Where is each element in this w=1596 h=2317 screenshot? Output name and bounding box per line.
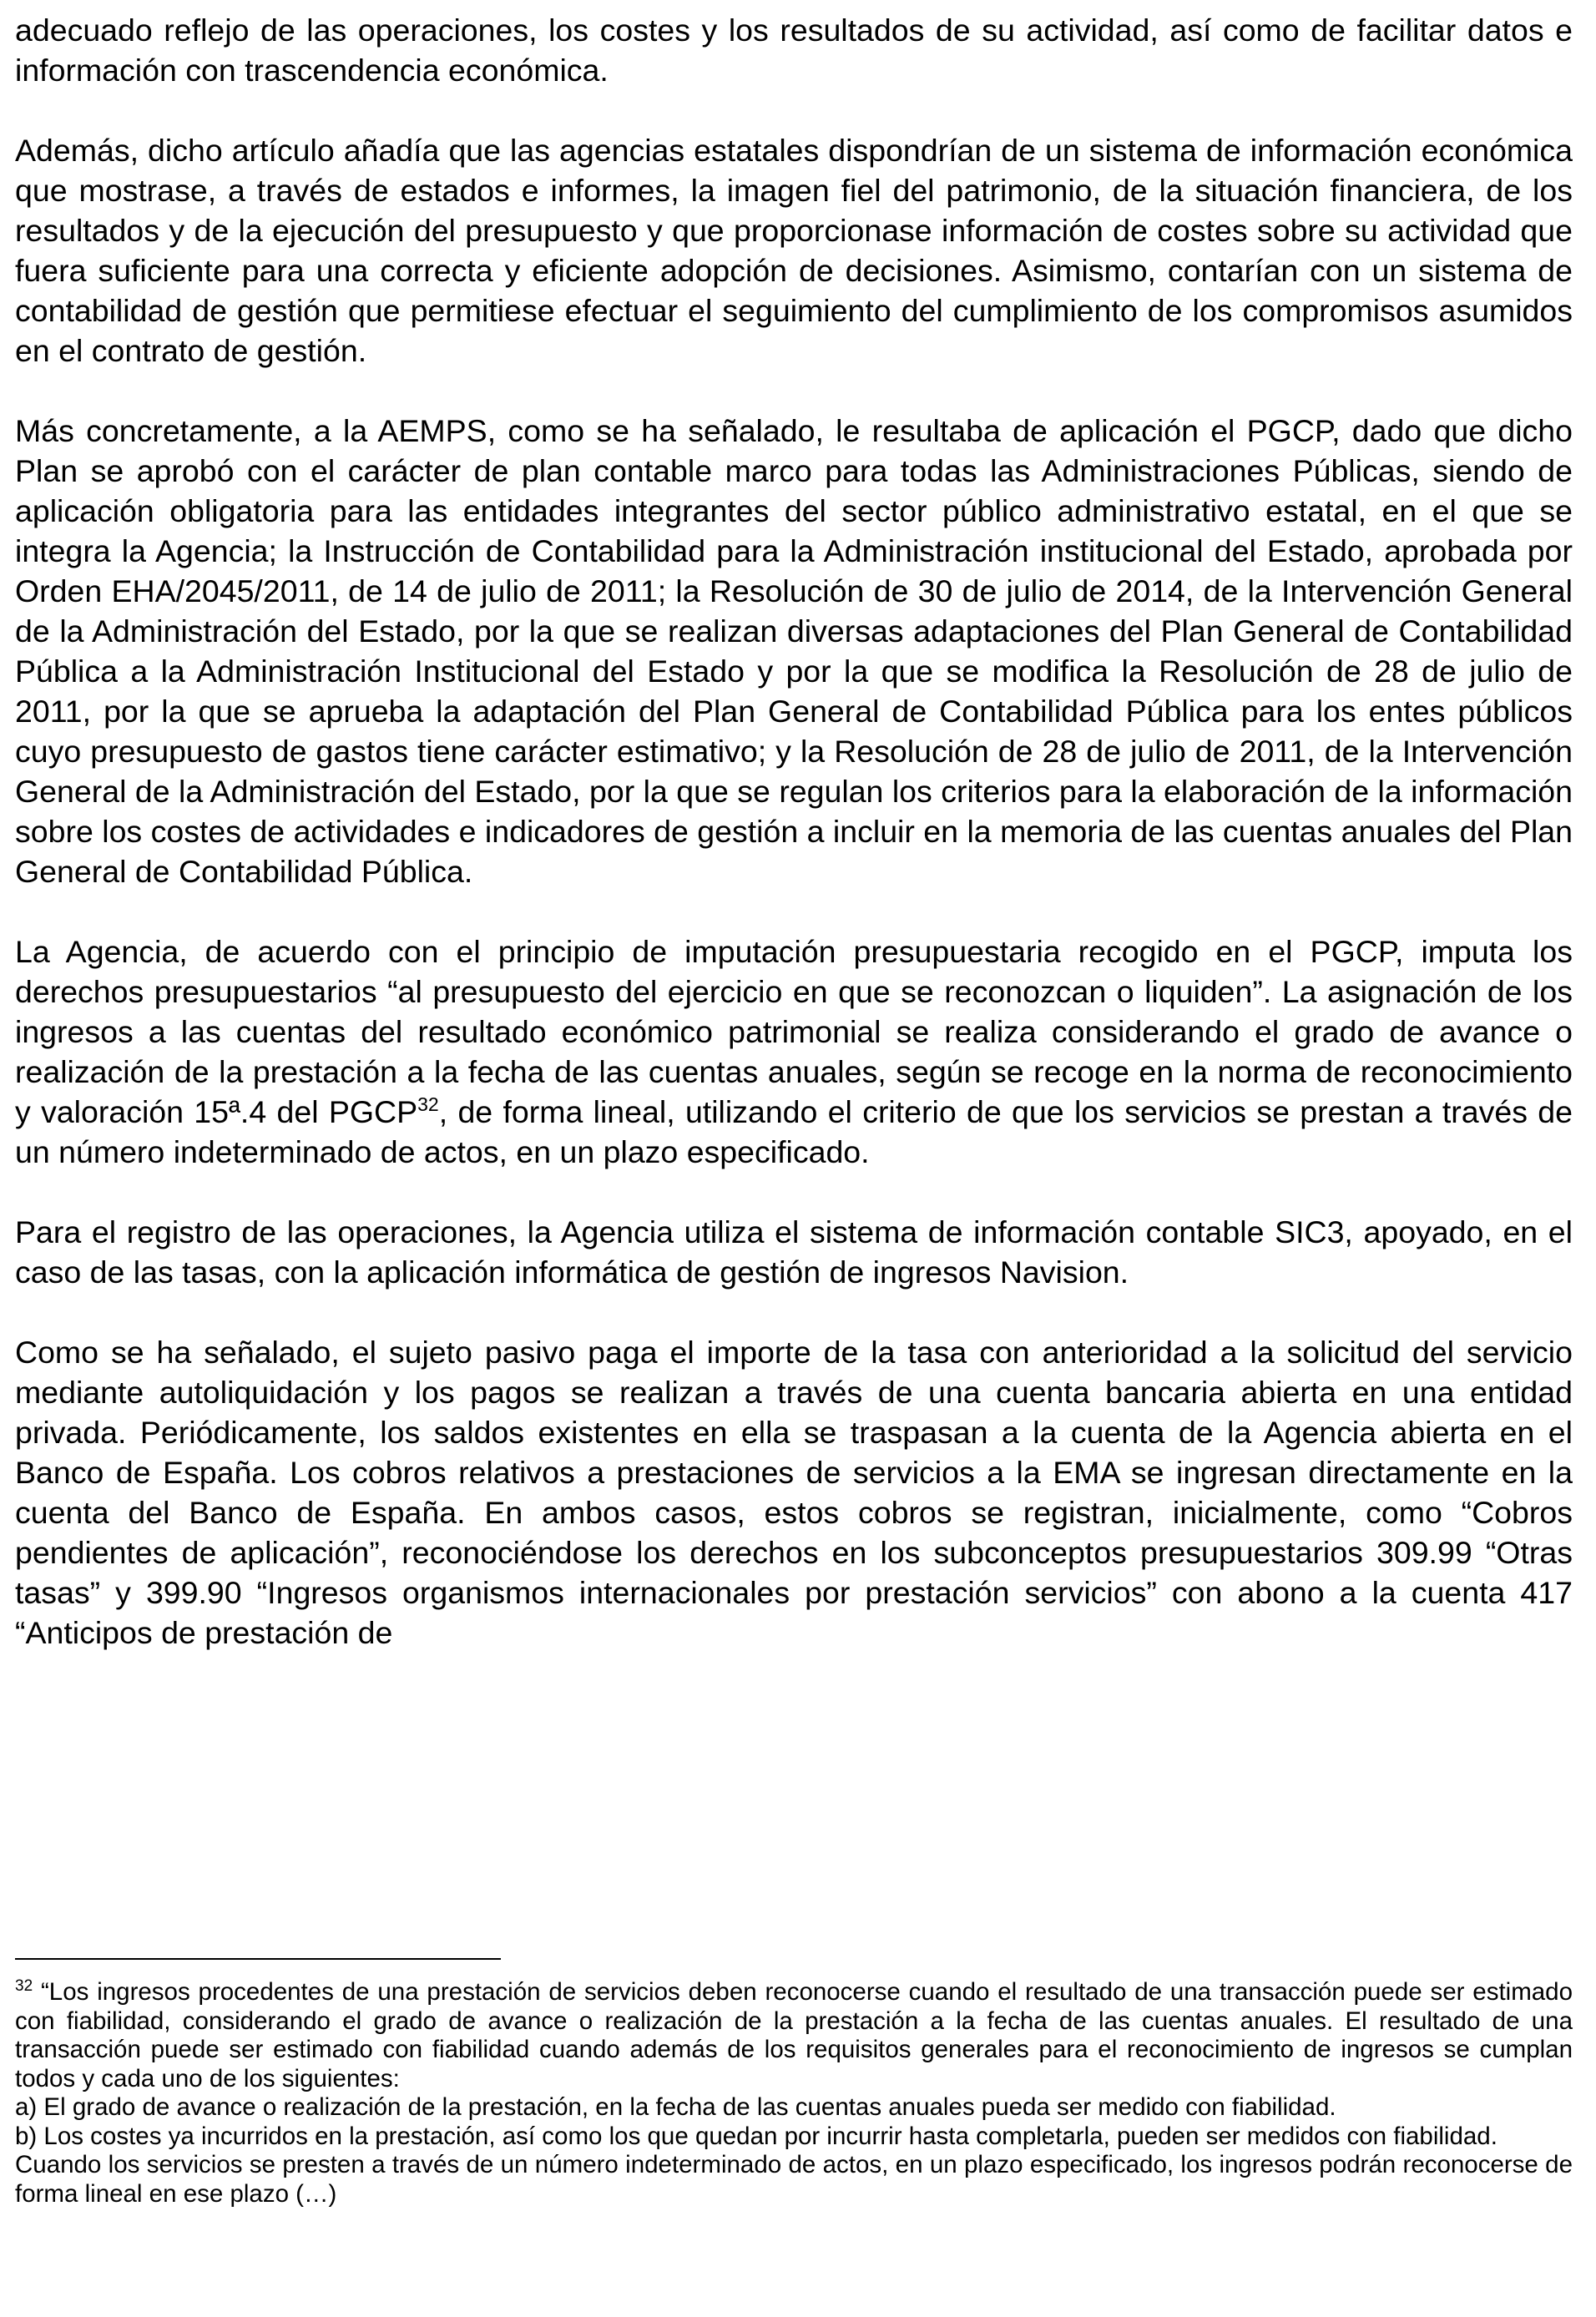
footnote-32	[15, 1978, 1573, 2208]
paragraph-5: Para el registro de las operaciones, la Agencia utiliza el sistema de información contable SIC3, apoyado, en el caso de las tasas, con la aplicación informática de gestión de ingresos Navision.	[15, 1214, 1573, 1290]
footnote-item-a: a) El grado de avance o realización de la prestación, en la fecha de las cuentas anuales pueda ser medido con fiabilidad.	[15, 2093, 1336, 2121]
paragraph-4	[15, 931, 1573, 1172]
footnote-number: 32	[15, 1977, 33, 1995]
footnote-intro-text: “Los ingresos procedentes de una prestación de servicios deben reconocerse cuando el resultado de una transacción puede ser estimado con fiabilidad, considerando el grado de avance o realización de la prestación a la fecha de las cuentas anuales. El resultado de una transacción puede ser estimado con fiabilidad cuando además de los requisitos generales para el reconocimiento de ingresos se cumplan todos y cada uno de los siguientes:	[15, 1978, 1573, 2092]
footnote-reference-32[interactable]: 32	[417, 1093, 439, 1115]
footnote-closing: Cuando los servicios se presten a través de un número indeterminado de actos, en un plazo especificado, los ingresos podrán reconocerse de forma lineal en ese plazo (…)	[15, 2151, 1573, 2208]
paragraph-1: adecuado reflejo de las operaciones, los costes y los resultados de su actividad, así como de facilitar datos e información con trascendencia económica.	[15, 13, 1573, 88]
footnote-separator	[15, 1958, 501, 1960]
footnote-intro	[15, 1978, 1573, 2093]
paragraph-3: Más concretamente, a la AEMPS, como se ha señalado, le resultaba de aplicación el PGCP, dado que dicho Plan se aprobó con el carácter de plan contable marco para todas las Administraciones Públicas, siendo de aplicación obligatoria para las entidades integrantes del sector público administrativo estatal, en el que se integra la Agencia; la Instrucción de Contabilidad para la Administración institucional del Estado, aprobada por Orden EHA/2045/2011, de 14 de julio de 2011; la Resolución de 30 de julio de 2014, de la Intervención General de la Administración del Estado, por la que se realizan diversas adaptaciones del Plan General de Contabilidad Pública a la Administración Institucional del Estado y por la que se modifica la Resolución de 28 de julio de 2011, por la que se aprueba la adaptación del Plan General de Contabilidad Pública para los entes públicos cuyo presupuesto de gastos tiene carácter estimativo; y la Resolución de 28 de julio de 2011, de la Intervención General de la Administración del Estado, por la que se regulan los criterios para la elaboración de la información sobre los costes de actividades e indicadores de gestión a incluir en la memoria de las cuentas anuales del Plan General de Contabilidad Pública.	[15, 413, 1573, 889]
document-body	[15, 0, 1573, 1693]
paragraph-4-text-end: , de forma lineal, utilizando el criterio de que los servicios se prestan a través de un número indeterminado de actos, en un plazo especificado.	[15, 1094, 1573, 1169]
paragraph-4-text-start: La Agencia, de acuerdo con el principio de imputación presupuestaria recogido en el PGCP, imputa los derechos presupuestarios “al presupuesto del ejercicio en que se reconozcan o liquiden”. La asignación de los ingresos a las cuentas del resultado económico patrimonial se realiza considerando el grado de avance o realización de la prestación a la fecha de las cuentas anuales, según se recoge en la norma de reconocimiento y valoración 15ª.4 del PGCP	[15, 934, 1573, 1129]
paragraph-2: Además, dicho artículo añadía que las agencias estatales dispondrían de un sistema de información económica que mostrase, a través de estados e informes, la imagen fiel del patrimonio, de la situación financiera, de los resultados y de la ejecución del presupuesto y que proporcionase información de costes sobre su actividad que fuera suficiente para una correcta y eficiente adopción de decisiones. Asimismo, contarían con un sistema de contabilidad de gestión que permitiese efectuar el seguimiento del cumplimiento de los compromisos asumidos en el contrato de gestión.	[15, 133, 1573, 368]
paragraph-6: Como se ha señalado, el sujeto pasivo paga el importe de la tasa con anterioridad a la solicitud del servicio mediante autoliquidación y los pagos se realizan a través de una cuenta bancaria abierta en una entidad privada. Periódicamente, los saldos existentes en ella se traspasan a la cuenta de la Agencia abierta en el Banco de España. Los cobros relativos a prestaciones de servicios a la EMA se ingresan directamente en la cuenta del Banco de España. En ambos casos, estos cobros se registran, inicialmente, como “Cobros pendientes de aplicación”, reconociéndose los derechos en los subconceptos presupuestarios 309.99 “Otras tasas” y 399.90 “Ingresos organismos internacionales por prestación servicios” con abono a la cuenta 417 “Anticipos de prestación de	[15, 1335, 1573, 1650]
footnote-item-b: b) Los costes ya incurridos en la prestación, así como los que quedan por incurrir hasta completarla, pueden ser medidos con fiabilidad.	[15, 2122, 1498, 2150]
